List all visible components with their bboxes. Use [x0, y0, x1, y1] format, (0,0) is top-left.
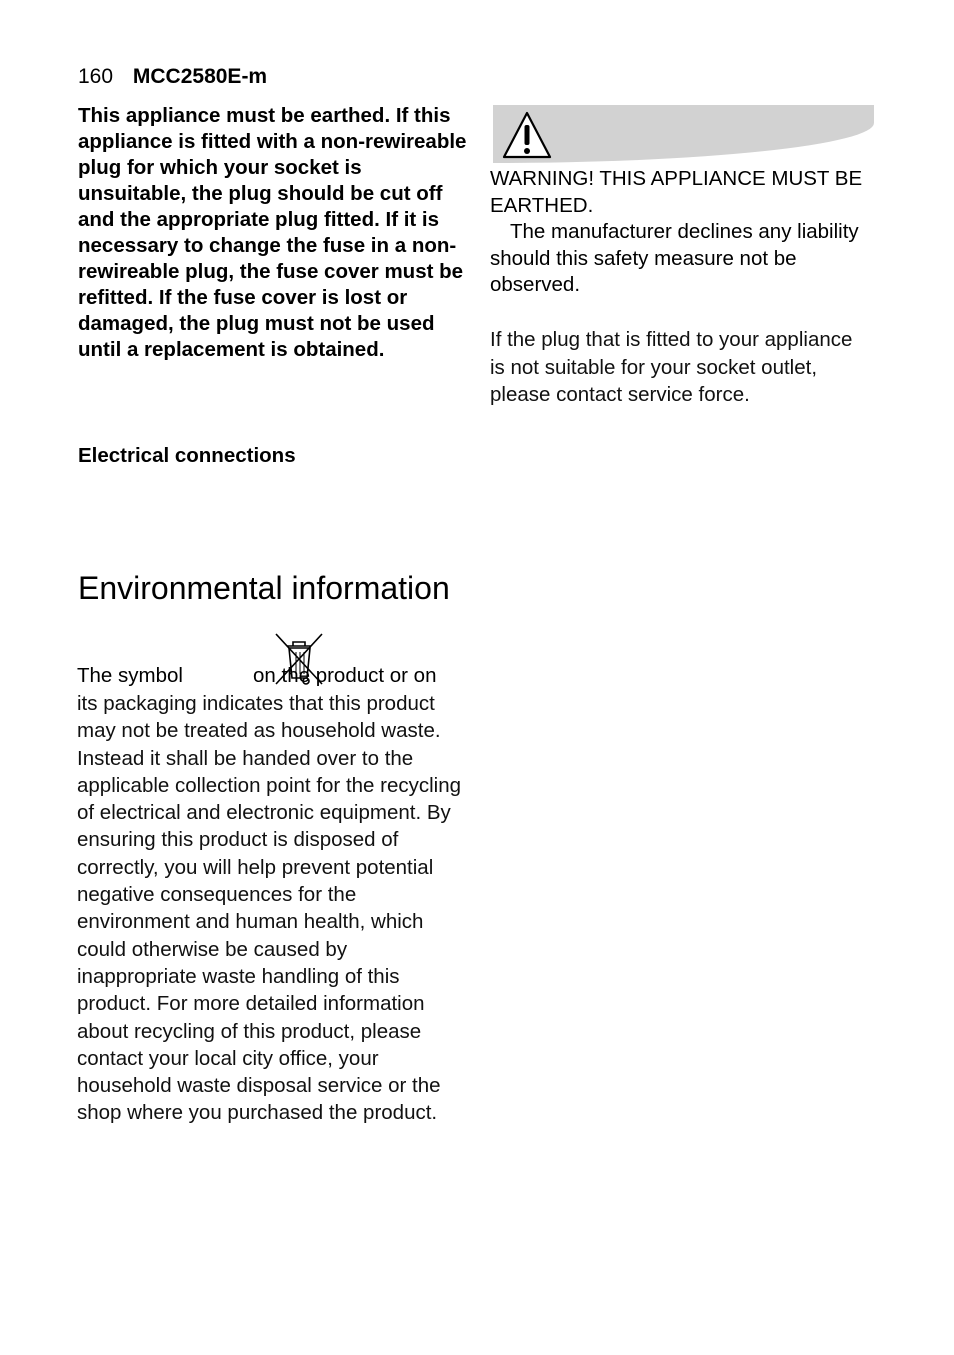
warning-triangle-icon	[501, 109, 553, 161]
earthing-instructions: This appliance must be earthed. If this appliance is fitted with a non-rewireable plug for which your socket is unsuitable, the plug should be cut off and the appropriate plug fitted. If it is necessary to change the fuse in a non-rewireable plug, the fuse cover must be refitted. If the fuse cover is lost or damaged, the plug must not be used until a replacement is obtained.	[78, 104, 467, 361]
symbol-prefix: The symbol	[77, 664, 183, 687]
plug-paragraph: If the plug that is fitted to your appliance is not suitable for your socket outlet, please contact service force.	[490, 328, 853, 406]
environmental-paragraph: its packaging indicates that this product may not be treated as household waste. Instead it shall be handed over to the applicable collection point for the recycling of electrical and electronic equipment. By ensuring this product is disposed of correctly, you will help prevent potential negative consequences for the environment and human health, which could otherwise be caused by inappropriate waste handling of this product. For more detailed information about recycling of this product, please contact your local city office, your household waste disposal service or the shop where you purchased the product.	[77, 692, 462, 1125]
page-number: 160	[78, 65, 114, 88]
symbol-line	[77, 632, 477, 690]
warning-text	[490, 166, 885, 299]
page-header	[78, 64, 267, 90]
environmental-information-title: Environmental information	[78, 570, 450, 606]
warning-heading: WARNING! THIS APPLIANCE MUST BE EARTHED.	[490, 167, 863, 217]
warning-banner	[493, 105, 874, 163]
model-number: MCC2580E-m	[132, 65, 268, 88]
symbol-suffix: on the product or on	[253, 664, 437, 687]
electrical-connections-heading: Electrical connections	[78, 444, 296, 467]
warning-body: The manufacturer declines any liability should this safety measure not be observed.	[490, 220, 859, 296]
